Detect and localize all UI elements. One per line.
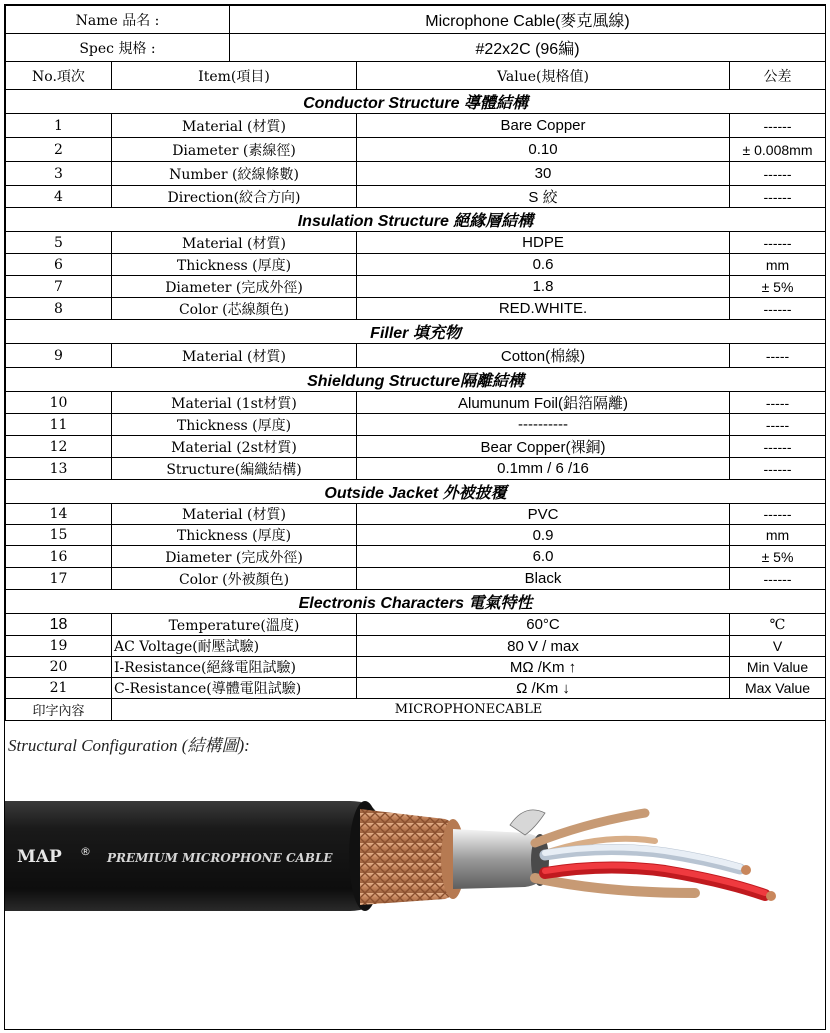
row-tolerance: ± 5%	[730, 276, 826, 298]
section-filler	[6, 320, 826, 344]
table-row	[6, 657, 826, 678]
table-row	[6, 344, 826, 368]
row-item: Diameter (素線徑)	[112, 138, 357, 162]
row-value: 30	[357, 162, 730, 186]
table-row	[6, 568, 826, 590]
structural-configuration	[5, 723, 825, 1029]
table-row	[6, 504, 826, 525]
printing-value: MICROPHONECABLE	[112, 699, 826, 721]
table-row	[6, 232, 826, 254]
row-tolerance: ℃	[730, 614, 826, 636]
row-tolerance: ------	[730, 458, 826, 480]
row-tolerance: ------	[730, 568, 826, 590]
section-insulation	[6, 208, 826, 232]
table-row	[6, 276, 826, 298]
table-row	[6, 636, 826, 657]
table-row	[6, 436, 826, 458]
row-item: AC Voltage(耐壓試驗)	[112, 636, 357, 657]
row-item: Diameter (完成外徑)	[112, 276, 357, 298]
table-row	[6, 414, 826, 436]
row-value: PVC	[357, 504, 730, 525]
row-item: I-Resistance(絕緣電阻試驗)	[112, 657, 357, 678]
row-item: Material (材質)	[112, 114, 357, 138]
row-tolerance: ------	[730, 436, 826, 458]
table-row	[6, 458, 826, 480]
col-item: Item(項目)	[112, 62, 357, 90]
table-row	[6, 186, 826, 208]
section-conductor	[6, 90, 826, 114]
structural-title: Structural Configuration (結構圖):	[8, 736, 250, 755]
name-value: Microphone Cable(麥克風線)	[230, 6, 826, 34]
cable-illustration	[5, 783, 825, 933]
row-no: 4	[6, 186, 112, 208]
row-no: 7	[6, 276, 112, 298]
row-no: 16	[6, 546, 112, 568]
row-value: 0.9	[357, 525, 730, 546]
row-tolerance: -----	[730, 414, 826, 436]
row-no: 14	[6, 504, 112, 525]
row-no: 10	[6, 392, 112, 414]
section-title: Insulation Structure 絕緣層結構	[6, 208, 826, 232]
table-row	[6, 392, 826, 414]
row-item: Direction(絞合方向)	[112, 186, 357, 208]
row-value: 80 V / max	[357, 636, 730, 657]
section-electronic	[6, 590, 826, 614]
section-shielding	[6, 368, 826, 392]
table-row	[6, 254, 826, 276]
row-value: 1.8	[357, 276, 730, 298]
table-row	[6, 546, 826, 568]
row-item: Diameter (完成外徑)	[112, 546, 357, 568]
table-row	[6, 614, 826, 636]
table-row	[6, 678, 826, 699]
name-row	[6, 6, 826, 34]
spec-table	[5, 5, 826, 721]
row-no: 21	[6, 678, 112, 699]
section-jacket	[6, 480, 826, 504]
table-row	[6, 138, 826, 162]
table-row	[6, 525, 826, 546]
row-no: 20	[6, 657, 112, 678]
row-value: Black	[357, 568, 730, 590]
row-no: 2	[6, 138, 112, 162]
spec-label: Spec 規格 :	[6, 34, 230, 62]
row-item: Thickness (厚度)	[112, 414, 357, 436]
col-value: Value(規格值)	[357, 62, 730, 90]
row-value: RED.WHITE.	[357, 298, 730, 320]
row-tolerance: ------	[730, 504, 826, 525]
row-item: Thickness (厚度)	[112, 525, 357, 546]
row-no: 8	[6, 298, 112, 320]
row-item: Material (2st材質)	[112, 436, 357, 458]
row-no: 12	[6, 436, 112, 458]
row-item: Color (芯線顏色)	[112, 298, 357, 320]
printing-row	[6, 699, 826, 721]
table-row	[6, 298, 826, 320]
printing-label: 印字內容	[6, 699, 112, 721]
section-title: Outside Jacket 外被披覆	[6, 480, 826, 504]
row-value: MΩ /Km ↑	[357, 657, 730, 678]
row-tolerance: -----	[730, 392, 826, 414]
row-tolerance: ± 0.008mm	[730, 138, 826, 162]
row-value: HDPE	[357, 232, 730, 254]
row-value: 0.6	[357, 254, 730, 276]
row-value: 0.1mm / 6 /16	[357, 458, 730, 480]
row-value: S 絞	[357, 186, 730, 208]
row-item: Thickness (厚度)	[112, 254, 357, 276]
row-value: 0.10	[357, 138, 730, 162]
col-no: No.項次	[6, 62, 112, 90]
row-value: ----------	[357, 414, 730, 436]
row-no: 6	[6, 254, 112, 276]
row-no: 15	[6, 525, 112, 546]
table-row	[6, 114, 826, 138]
section-title: Electronis Characters 電氣特性	[6, 590, 826, 614]
row-item: Color (外被顏色)	[112, 568, 357, 590]
row-tolerance: V	[730, 636, 826, 657]
cable-printing: PREMIUM MICROPHONE CABLE	[107, 851, 333, 865]
spec-row	[6, 34, 826, 62]
row-item: Structure(編織結構)	[112, 458, 357, 480]
row-tolerance: ± 5%	[730, 546, 826, 568]
section-title: Filler 填充物	[6, 320, 826, 344]
table-row	[6, 162, 826, 186]
row-tolerance: ------	[730, 162, 826, 186]
row-value: Alumunum Foil(鋁箔隔離)	[357, 392, 730, 414]
row-tolerance: mm	[730, 254, 826, 276]
row-item: Temperature(溫度)	[112, 614, 357, 636]
copper-braid	[360, 809, 465, 905]
section-title: Shieldung Structure隔離結構	[6, 368, 826, 392]
row-item: Number (絞線條數)	[112, 162, 357, 186]
row-tolerance: ------	[730, 114, 826, 138]
row-tolerance: mm	[730, 525, 826, 546]
row-no: 13	[6, 458, 112, 480]
row-value: Cotton(棉線)	[357, 344, 730, 368]
row-no: 17	[6, 568, 112, 590]
row-item: Material (材質)	[112, 232, 357, 254]
row-no: 9	[6, 344, 112, 368]
row-no: 1	[6, 114, 112, 138]
row-tolerance: -----	[730, 344, 826, 368]
row-item: C-Resistance(導體電阻試驗)	[112, 678, 357, 699]
row-item: Material (1st材質)	[112, 392, 357, 414]
section-title: Conductor Structure 導體結構	[6, 90, 826, 114]
row-tolerance: Max Value	[730, 678, 826, 699]
row-no: 5	[6, 232, 112, 254]
col-tolerance: 公差	[730, 62, 826, 90]
row-item: Material (材質)	[112, 504, 357, 525]
spec-sheet	[4, 4, 826, 1030]
row-item: Material (材質)	[112, 344, 357, 368]
brand-logo: MAP	[17, 847, 62, 867]
row-tolerance: ------	[730, 298, 826, 320]
row-no: 3	[6, 162, 112, 186]
row-value: Bare Copper	[357, 114, 730, 138]
row-no: 18	[6, 614, 112, 636]
row-no: 19	[6, 636, 112, 657]
registered-mark: ®	[80, 845, 91, 858]
column-header-row	[6, 62, 826, 90]
row-no: 11	[6, 414, 112, 436]
row-value: Bear Copper(裸銅)	[357, 436, 730, 458]
row-tolerance: ------	[730, 186, 826, 208]
row-tolerance: Min Value	[730, 657, 826, 678]
row-tolerance: ------	[730, 232, 826, 254]
row-value: 6.0	[357, 546, 730, 568]
row-value: 60°C	[357, 614, 730, 636]
name-label: Name 品名 :	[6, 6, 230, 34]
spec-value: #22x2C (96編)	[230, 34, 826, 62]
row-value: Ω /Km ↓	[357, 678, 730, 699]
